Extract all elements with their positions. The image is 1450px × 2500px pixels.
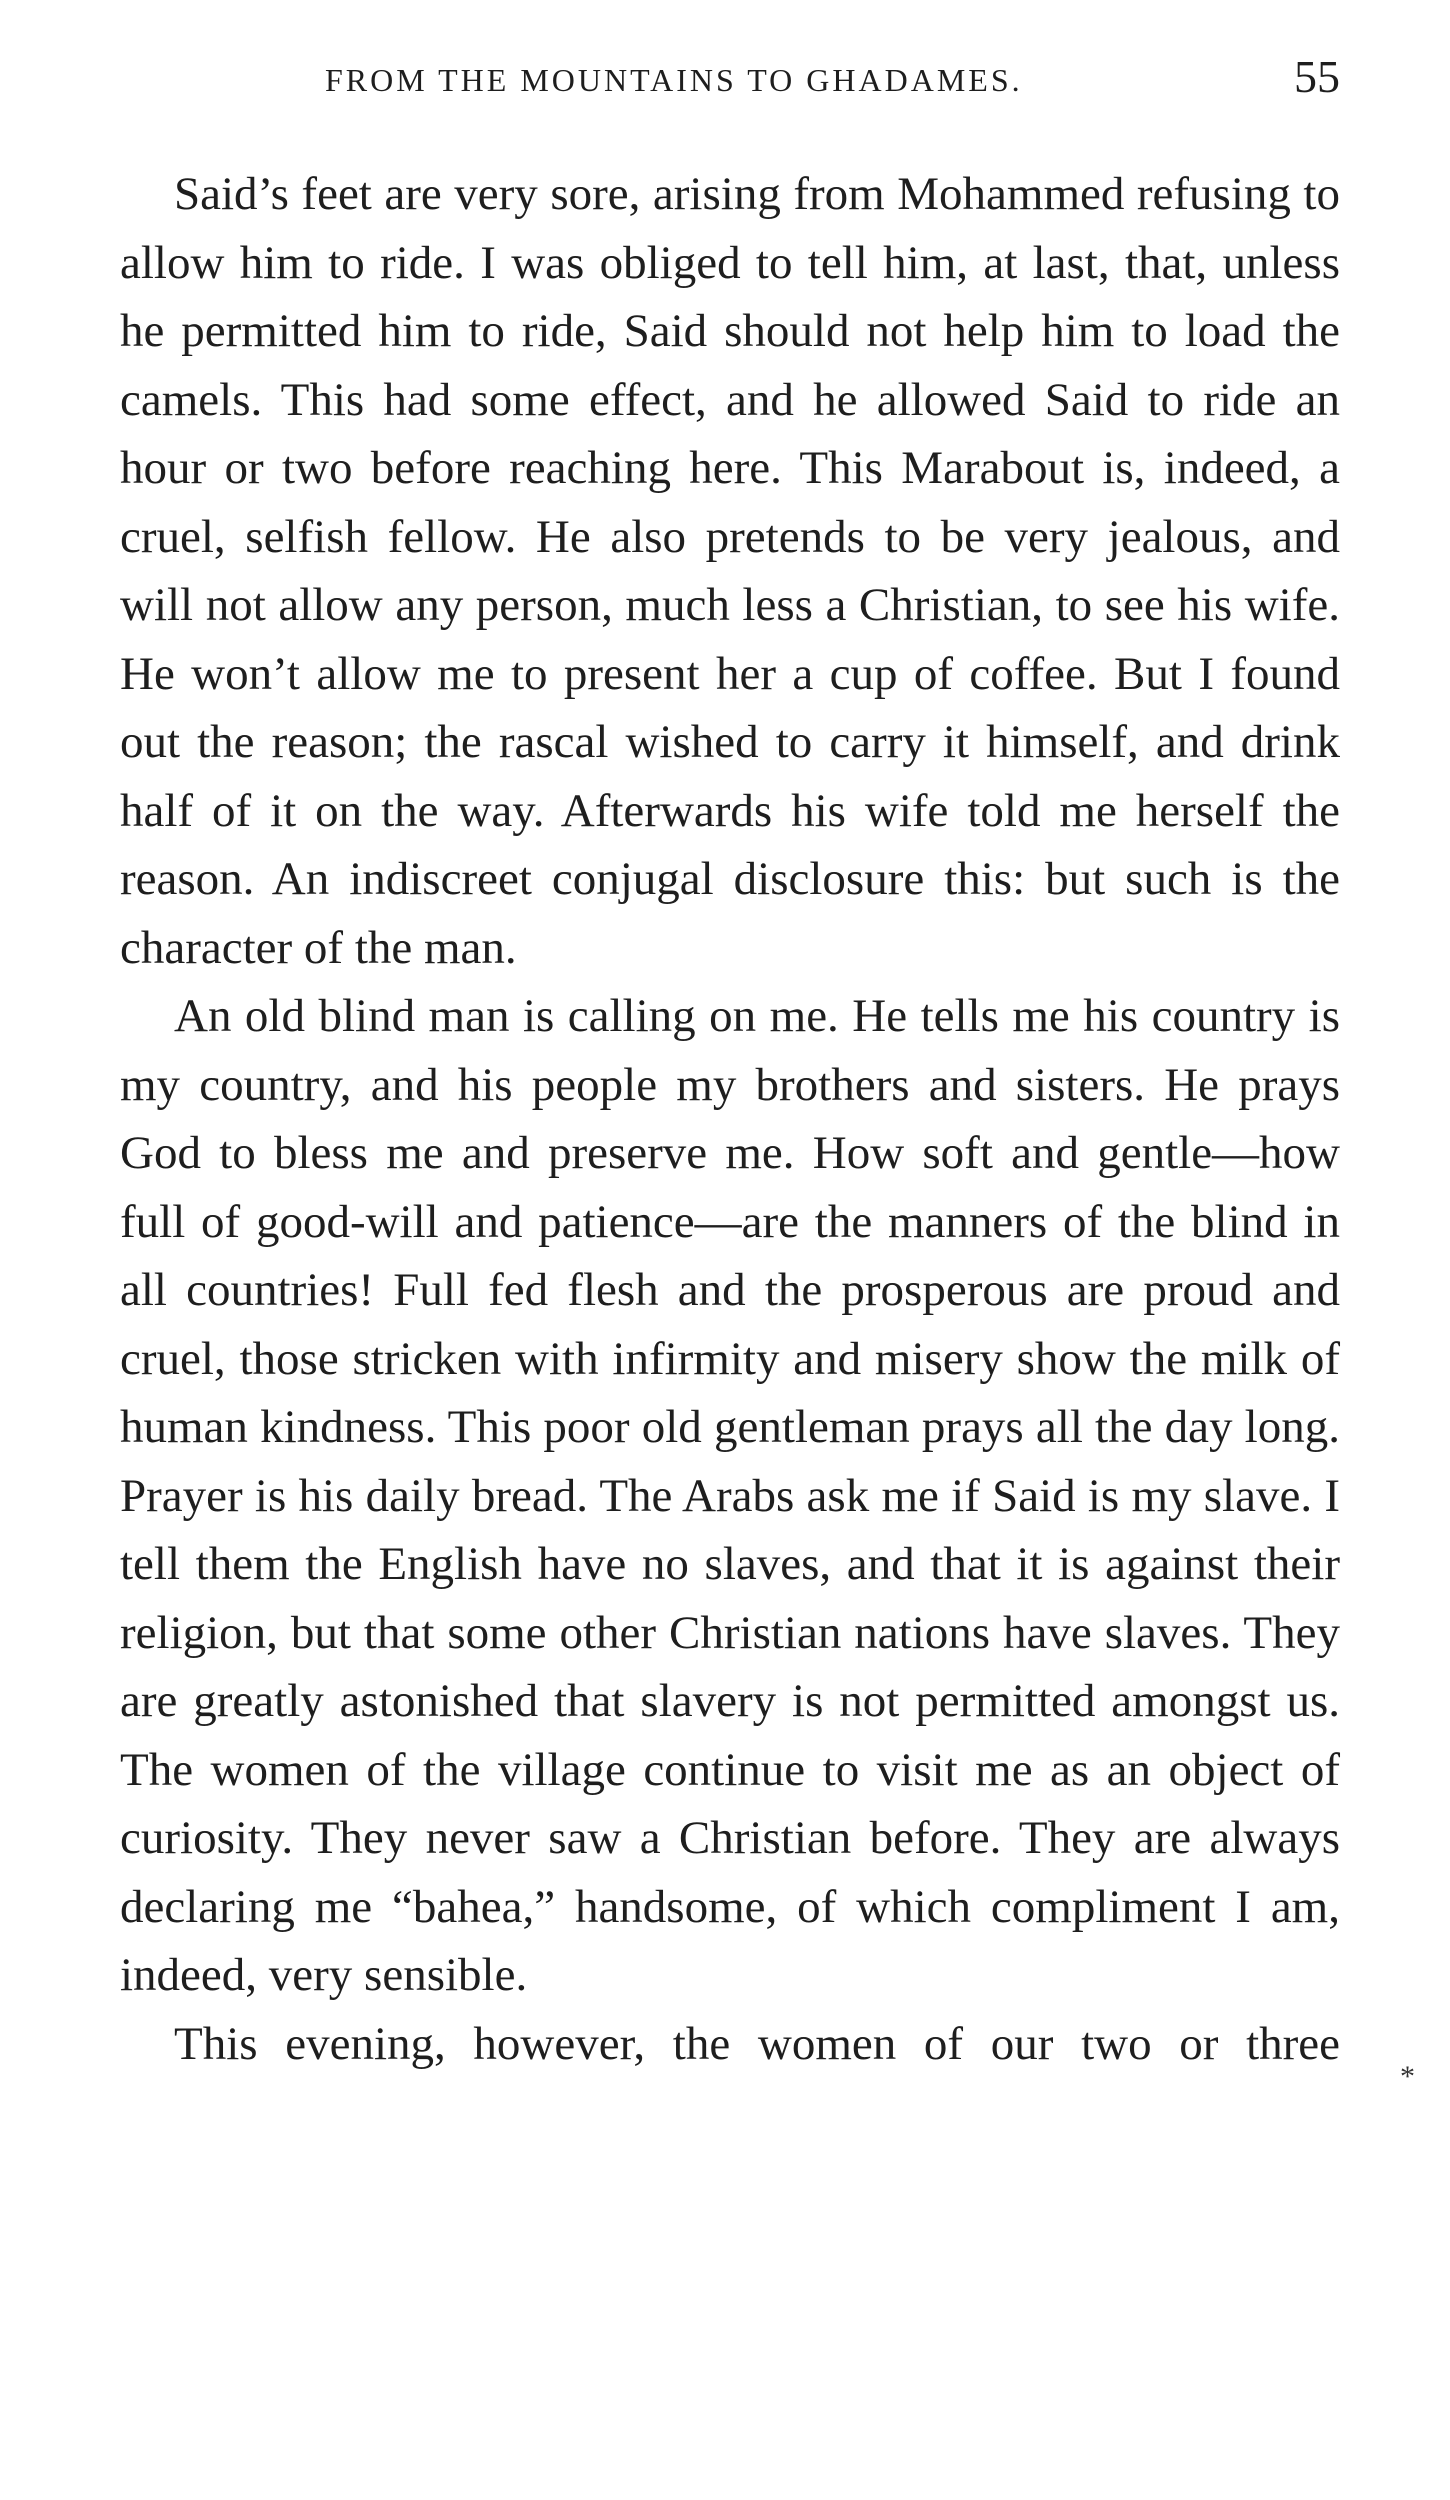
- running-title: FROM THE MOUNTAINS TO GHADAMES.: [325, 62, 1023, 98]
- paragraph-blind-man: An old blind man is calling on me. He tells me his country is my country, and his people my brothers and sisters. He prays God to bless me and preserve me. How soft and gentle—how full of good-will and patience—are the manners of the blind in all countries! Full fed flesh and the prosperous are proud and cruel, those stricken with infirmity and misery show the milk of human kindness. This poor old gentleman prays all the day long. Prayer is his daily bread. The Arabs ask me if Said is my slave. I tell them the English have no slaves, and that it is against their religion, but that some other Christian nations have slaves. They are greatly astonished that slavery is not permitted amongst us. The women of the village continue to visit me as an object of curiosity. They never saw a Christian before. They are always declaring me “bahea,” handsome, of which compliment I am, indeed, very sensible.: [120, 990, 1340, 2001]
- running-header: [120, 48, 1340, 108]
- body-text: [120, 160, 1340, 2078]
- paragraph-said-feet: Said’s feet are very sore, arising from Mohammed refusing to allow him to ride. I was obliged to tell him, at last, that, unless he permitted him to ride, Said should not help him to load the camels. This had some effect, and he allowed Said to ride an hour or two before reaching here. This Marabout is, indeed, a cruel, selfish fellow. He also pretends to be very jealous, and will not allow any person, much less a Christian, to see his wife. He won’t allow me to present her a cup of coffee. But I found out the reason; the rascal wished to carry it himself, and drink half of it on the way. Afterwards his wife told me herself the reason. An indiscreet conjugal disclosure this: but such is the character of the man.: [120, 168, 1340, 974]
- margin-mark: *: [1400, 2060, 1415, 2093]
- paragraph-this-evening: This evening, however, the women of our two or three: [174, 2017, 1340, 2070]
- page-number: 55: [1294, 51, 1340, 102]
